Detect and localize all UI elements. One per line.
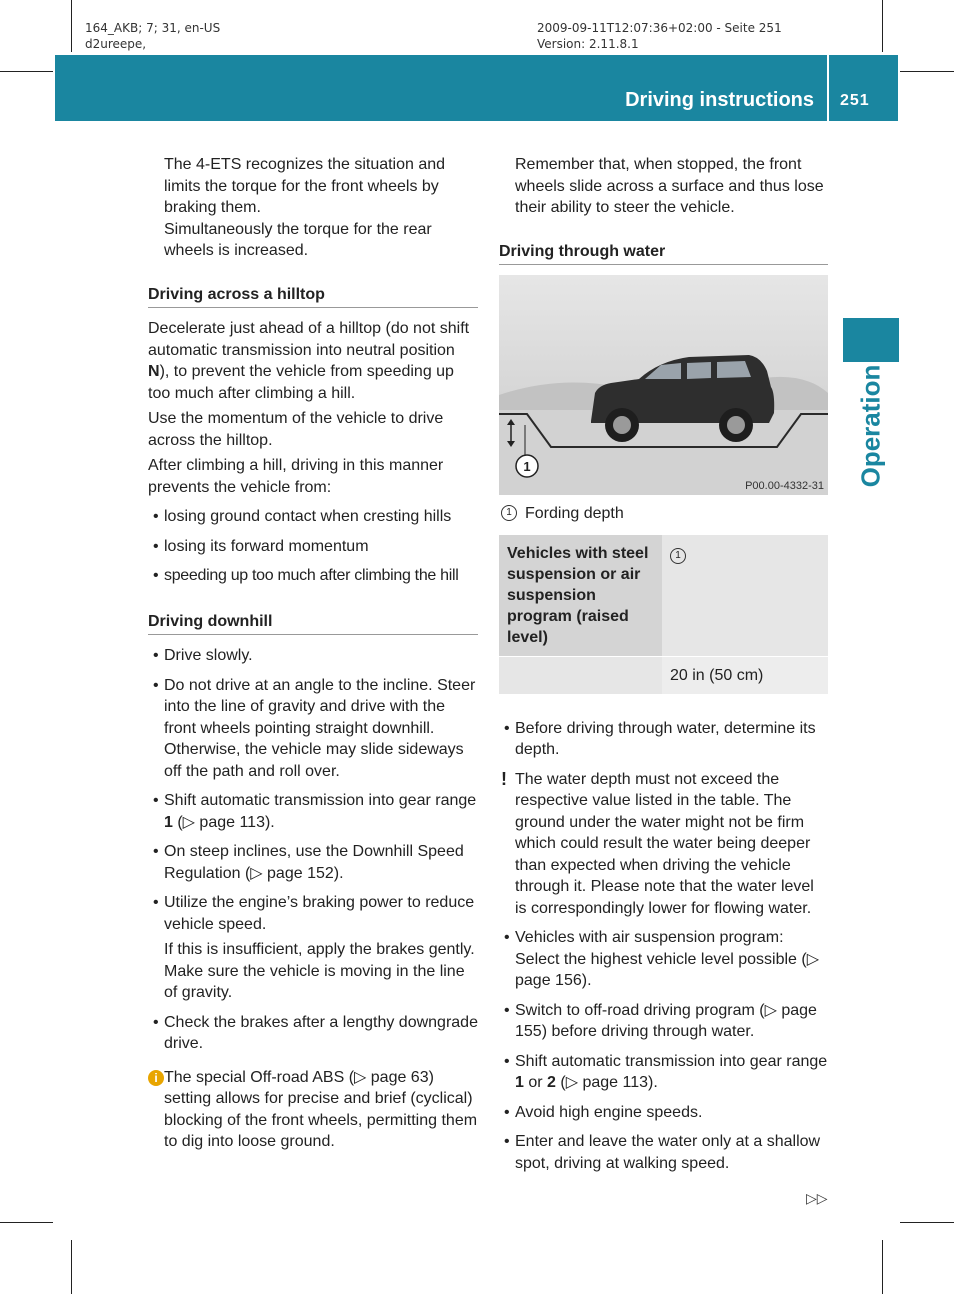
print-meta-line: Version: 2.11.8.1 bbox=[537, 37, 639, 51]
list-item: • Shift automatic transmission into gear range 1 (▷ page 113). bbox=[148, 790, 478, 833]
heading-water: Driving through water bbox=[499, 241, 828, 266]
crop-mark bbox=[71, 1240, 72, 1294]
figure-caption bbox=[499, 503, 828, 525]
side-tab-marker bbox=[843, 318, 899, 362]
list-item: • Before driving through water, determine its depth. bbox=[499, 718, 828, 761]
fording-figure bbox=[499, 275, 828, 495]
intro-block bbox=[148, 154, 478, 262]
warning-note bbox=[499, 769, 828, 920]
crop-mark bbox=[882, 1240, 883, 1294]
list-item: • Check the brakes after a lengthy downgrade drive. bbox=[148, 1012, 478, 1055]
print-meta-line: 164_AKB; 7; 31, en-US bbox=[85, 21, 221, 35]
table-header-cell bbox=[662, 535, 828, 657]
paragraph: Simultaneously the torque for the rear wheels is increased. bbox=[164, 220, 432, 259]
crop-mark bbox=[71, 0, 72, 52]
print-meta-line: 2009-09-11T12:07:36+02:00 - Seite 251 bbox=[537, 21, 782, 35]
list-item: • Enter and leave the water only at a shallow spot, driving at walking speed. bbox=[499, 1131, 828, 1174]
list-item: • Vehicles with air suspension program: Select the highest vehicle level possible (▷ page 156). bbox=[499, 927, 828, 992]
bullet-list bbox=[148, 506, 478, 587]
page-number: 251 bbox=[840, 92, 870, 109]
continue-marker: ▷▷ bbox=[806, 1190, 828, 1206]
list-item: • Do not drive at an angle to the incline. Steer into the line of gravity and drive with the front wheels pointing straight downhill. Otherwise, the vehicle may slide sideways off the path and roll over. bbox=[148, 675, 478, 783]
print-meta-line: d2ureepe, bbox=[85, 37, 147, 51]
crop-mark bbox=[900, 1222, 954, 1223]
header-bar bbox=[55, 55, 898, 121]
list-item: • losing its forward momentum bbox=[148, 536, 478, 558]
list-item: • Avoid high engine speeds. bbox=[499, 1102, 828, 1124]
right-column bbox=[499, 154, 828, 1182]
print-meta-left bbox=[85, 20, 220, 52]
heading-hilltop: Driving across a hilltop bbox=[148, 284, 478, 309]
info-note bbox=[148, 1067, 478, 1153]
list-item-continuation: If this is insufficient, apply the brakes gently. Make sure the vehicle is moving in the line of gravity. bbox=[164, 941, 475, 1001]
paragraph: The 4-ETS recognizes the situation and limits the torque for the front wheels by braking them. bbox=[164, 156, 446, 216]
paragraph: After climbing a hill, driving in this manner prevents the vehicle from: bbox=[148, 457, 444, 496]
left-column bbox=[148, 154, 478, 1153]
warning-text: The water depth must not exceed the respective value listed in the table. The ground under the water might not be firm which could result the water being deeper than expected when driving the vehicle through it. Please note that the water level is correspondingly lower for flowing water. bbox=[515, 770, 814, 917]
list-item-text: • Utilize the engine’s braking power to reduce vehicle speed. bbox=[164, 894, 475, 933]
crop-mark bbox=[0, 1222, 53, 1223]
paragraph: Remember that, when stopped, the front wheels slide across a surface and thus lose their ability to steer the vehicle. bbox=[515, 156, 824, 216]
table-column-number: 1 bbox=[670, 548, 686, 564]
paragraph: Decelerate just ahead of a hilltop (do not shift automatic transmission into neutral position N), to prevent the vehicle from speeding up too much after climbing a hill. bbox=[148, 320, 470, 402]
caption-text: Fording depth bbox=[525, 505, 624, 522]
list-item bbox=[148, 892, 478, 1004]
crop-mark bbox=[900, 71, 954, 72]
table-cell bbox=[499, 656, 662, 694]
figure-code: P00.00-4332-31 bbox=[745, 480, 824, 492]
table-row bbox=[499, 535, 828, 657]
table-header-cell: Vehicles with steel suspension or air suspension program (raised level) bbox=[499, 535, 662, 657]
bullet-list bbox=[499, 927, 828, 1174]
section-title: Driving instructions bbox=[625, 89, 814, 111]
table-row bbox=[499, 656, 828, 694]
list-item: • Shift automatic transmission into gear range 1 or 2 (▷ page 113). bbox=[499, 1051, 828, 1094]
bullet-list bbox=[148, 645, 478, 1055]
list-item: • Drive slowly. bbox=[148, 645, 478, 667]
crop-mark bbox=[882, 0, 883, 52]
table-cell: 20 in (50 cm) bbox=[662, 656, 828, 694]
warning-icon: ! bbox=[501, 768, 507, 789]
paragraph: Use the momentum of the vehicle to drive across the hilltop. bbox=[148, 410, 444, 449]
side-tab-label: Operation bbox=[855, 364, 886, 488]
caption-number: 1 bbox=[501, 505, 517, 521]
vehicle-wading-illustration bbox=[499, 275, 828, 495]
list-item: • losing ground contact when cresting hills bbox=[148, 506, 478, 528]
list-item: • On steep inclines, use the Downhill Speed Regulation (▷ page 152). bbox=[148, 841, 478, 884]
info-text: The special Off-road ABS (▷ page 63) setting allows for precise and brief (cyclical) blocking of the front wheels, permitting them to dig into loose ground. bbox=[164, 1068, 478, 1150]
info-icon: i bbox=[148, 1070, 164, 1086]
fording-depth-table bbox=[499, 535, 828, 694]
list-item: • Switch to off-road driving program (▷ page 155) before driving through water. bbox=[499, 1000, 828, 1043]
heading-downhill: Driving downhill bbox=[148, 611, 478, 636]
list-item: • speeding up too much after climbing the hill bbox=[148, 565, 478, 587]
print-meta-right bbox=[537, 20, 782, 52]
crop-mark bbox=[0, 71, 53, 72]
header-divider bbox=[827, 55, 829, 121]
bullet-list bbox=[499, 718, 828, 761]
figure-callout: 1 bbox=[523, 459, 531, 474]
